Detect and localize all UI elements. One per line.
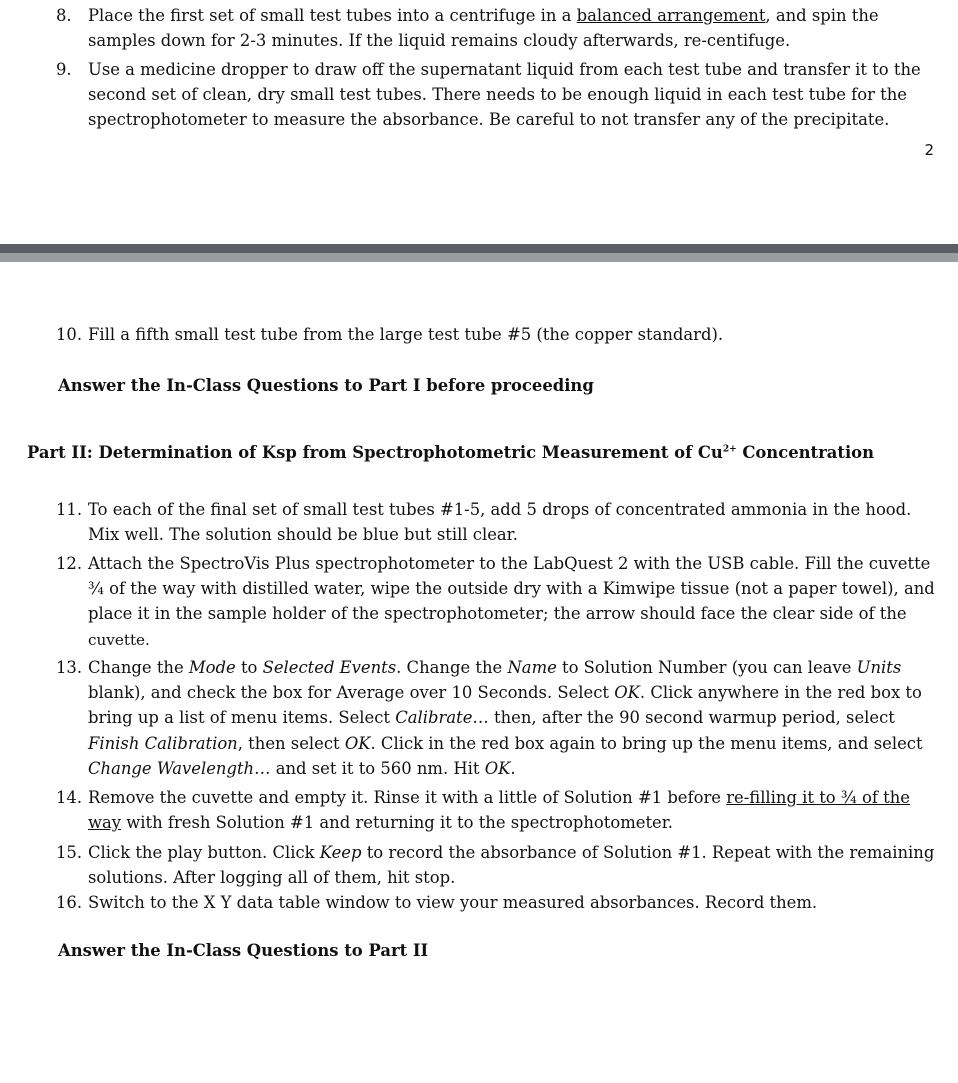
step-11-number: 11. (56, 500, 83, 519)
step-10-number: 10. (56, 325, 83, 344)
refill-underlined-text: re-filling it to ¾ of the way (88, 788, 910, 833)
step-13 (56, 655, 936, 781)
step-9-number: 9. (56, 60, 72, 79)
step-10 (56, 322, 936, 347)
step-15 (56, 840, 936, 890)
answer-part-2-instruction: Answer the In-Class Questions to Part II (58, 941, 429, 960)
balanced-arrangement-link: balanced arrangement (576, 6, 766, 25)
step-16 (56, 890, 936, 915)
page-2-bottom (0, 0, 958, 244)
step-13-number: 13. (56, 658, 83, 677)
step-12-number: 12. (56, 554, 83, 573)
step-16-number: 16. (56, 893, 83, 912)
page-3 (0, 262, 958, 1083)
step-14-text: Remove the cuvette and empty it. Rinse it with a little of Solution #1 before re-filling it to ¾ of the way with fresh Solution #1 and returning it to the spectrophotometer. (88, 788, 910, 833)
page-divider (0, 244, 958, 262)
step-11 (56, 497, 936, 547)
step-14-number: 14. (56, 788, 83, 807)
step-11-text: To each of the final set of small test tubes #1-5, add 5 drops of concentrated ammonia in the hood. Mix well. The solution should be blue but still clear. (88, 500, 912, 545)
step-9-text: Use a medicine dropper to draw off the supernatant liquid from each test tube and transfer it to the second set of clean, dry small test tubes. There needs to be enough liquid in each test tube for the spectrophotometer to measure the absorbance. Be careful to not transfer any of the precipitate. (88, 60, 921, 130)
page-number: 2 (924, 141, 934, 159)
step-8 (56, 3, 936, 53)
step-8-number: 8. (56, 6, 72, 25)
step-8-text: Place the first set of small test tubes into a centrifuge in a balanced arrangement, and spin the samples down for 2-3 minutes. If the liquid remains cloudy afterwards, re-centifuge. (88, 6, 879, 51)
part-2-heading: Part II: Determination of Ksp from Spectrophotometric Measurement of $Cu^{2+}$ Concentration (27, 443, 875, 462)
step-12-text: Attach the SpectroVis Plus spectrophotometer to the LabQuest 2 with the USB cable. Fill the cuvette ¾ of the way with distilled water, wipe the outside dry with a Kimwipe tissue (not a paper towel), and place it in the sample holder of the spectrophotometer; the arrow should face the clear side of the cuvette. (88, 554, 935, 649)
step-12 (56, 551, 936, 653)
step-14 (56, 785, 936, 835)
step-16-text: Switch to the X Y data table window to view your measured absorbances. Record them. (88, 893, 818, 912)
step-13-text: Change the Mode to Selected Events. Change the Name to Solution Number (you can leave Units blank), and check the box for Average over 10 Seconds. Select OK. Click anywhere in the red box to bring up a list of menu items. Select Calibrate… then, after the 90 second warmup period, select Finish Calibration, then select OK. Click in the red box again to bring up the menu items, and select Change Wavelength… and set it to 560 nm. Hit OK. (88, 658, 923, 778)
answer-part-1-instruction: Answer the In-Class Questions to Part I before proceeding (58, 376, 594, 395)
step-15-number: 15. (56, 843, 83, 862)
step-10-text: Fill a fifth small test tube from the large test tube #5 (the copper standard). (88, 325, 724, 344)
step-9 (56, 57, 936, 133)
step-15-text: Click the play button. Click Keep to record the absorbance of Solution #1. Repeat with the remaining solutions. After logging all of them, hit stop. (88, 843, 935, 888)
